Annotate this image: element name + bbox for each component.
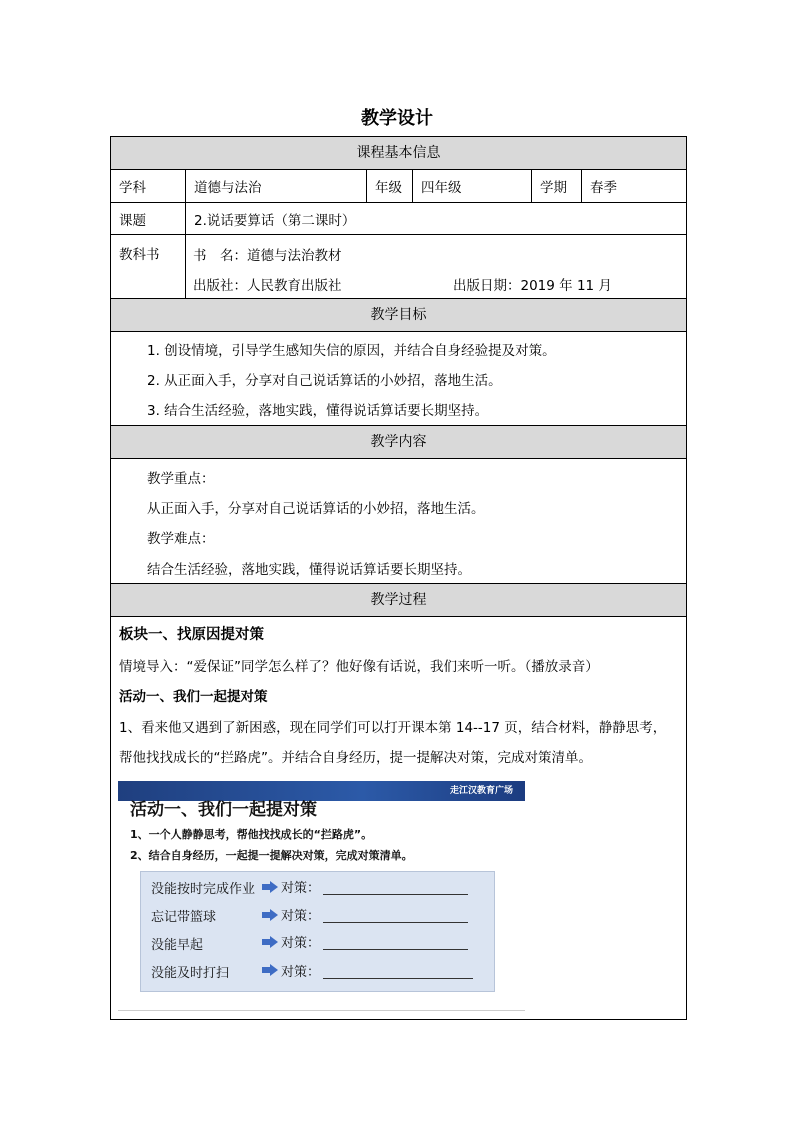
slide-instruction: 1、一个人静静思考，帮他找找成长的“拦路虎”。	[130, 828, 373, 841]
arrow-right-icon	[262, 964, 278, 976]
problem-item: 没能早起	[151, 938, 204, 953]
difficulty-label: 教学难点：	[147, 531, 215, 547]
countermeasure-label: 对策：	[281, 881, 321, 896]
document-title: 教学设计	[361, 108, 433, 129]
grade-label: 年级	[367, 170, 413, 202]
countermeasure-label: 对策：	[281, 909, 321, 924]
arrow-right-icon	[262, 936, 278, 948]
slide-bottom-divider	[118, 1010, 525, 1011]
textbook-label: 教科书	[111, 235, 186, 298]
answer-line	[323, 978, 473, 979]
answer-line	[323, 949, 468, 950]
key-point-label: 教学重点：	[147, 471, 215, 487]
problem-item: 没能按时完成作业	[151, 882, 256, 897]
info-row-lesson	[111, 203, 686, 235]
objective-item: 1. 创设情境，引导学生感知失信的原因，并结合自身经验提及对策。	[147, 343, 556, 359]
publish-date: 出版日期：2019 年 11 月	[453, 278, 612, 294]
content-block	[111, 459, 686, 584]
countermeasure-list	[140, 871, 495, 992]
objective-item: 3. 结合生活经验，落地实践，懂得说话算话要长期坚持。	[147, 403, 489, 419]
objective-item: 2. 从正面入手，分享对自己说话算话的小妙招，落地生活。	[147, 373, 502, 389]
step-text: 1、看来他又遇到了新困惑，现在同学们可以打开课本第 14--17 页，结合材料，静静思考，	[119, 720, 667, 736]
problem-item: 没能及时打扫	[151, 966, 230, 981]
difficulty-text: 结合生活经验，落地实践，懂得说话算话要长期坚持。	[147, 562, 471, 578]
answer-line	[323, 922, 468, 923]
activity-slide-image	[118, 781, 525, 1011]
term-value: 春季	[590, 180, 617, 196]
arrow-right-icon	[262, 909, 278, 921]
info-row-textbook	[111, 235, 686, 299]
section-header-objectives: 教学目标	[111, 299, 686, 332]
book-name: 书 名：道德与法治教材	[193, 248, 342, 264]
info-row-subject	[111, 170, 686, 203]
section-header-content: 教学内容	[111, 426, 686, 459]
slide-title: 活动一、我们一起提对策	[130, 800, 317, 820]
brand-logo: 走江汉教育广场	[449, 786, 513, 796]
countermeasure-label: 对策：	[281, 936, 321, 951]
key-point-text: 从正面入手，分享对自己说话算话的小妙招，落地生活。	[147, 501, 485, 517]
problem-item: 忘记带篮球	[151, 910, 217, 925]
subject-value: 道德与法治	[186, 170, 367, 202]
section-header-basic-info: 课程基本信息	[111, 137, 686, 170]
activity-title: 活动一、我们一起提对策	[119, 689, 268, 705]
intro-text: 情境导入：“爱保证”同学怎么样了？他好像有话说，我们来听一听。（播放录音）	[119, 659, 599, 675]
answer-line	[323, 894, 468, 895]
slide-instruction: 2、结合自身经历，一起提一提解决对策，完成对策清单。	[130, 849, 413, 862]
term-label: 学期	[532, 170, 582, 202]
objectives-block	[111, 332, 686, 426]
subject-label: 学科	[111, 170, 186, 202]
lesson-value: 2.说话要算话（第二课时）	[194, 212, 356, 229]
grade-value: 四年级	[413, 170, 532, 202]
lesson-label: 课题	[111, 203, 186, 234]
countermeasure-label: 对策：	[281, 965, 321, 980]
block-title: 板块一、找原因提对策	[119, 627, 264, 643]
publisher: 出版社：人民教育出版社	[193, 278, 342, 294]
step-text: 帮他找找成长的“拦路虎”。并结合自身经历，提一提解决对策，完成对策清单。	[119, 750, 592, 766]
arrow-right-icon	[262, 881, 278, 893]
section-header-process: 教学过程	[111, 584, 686, 617]
